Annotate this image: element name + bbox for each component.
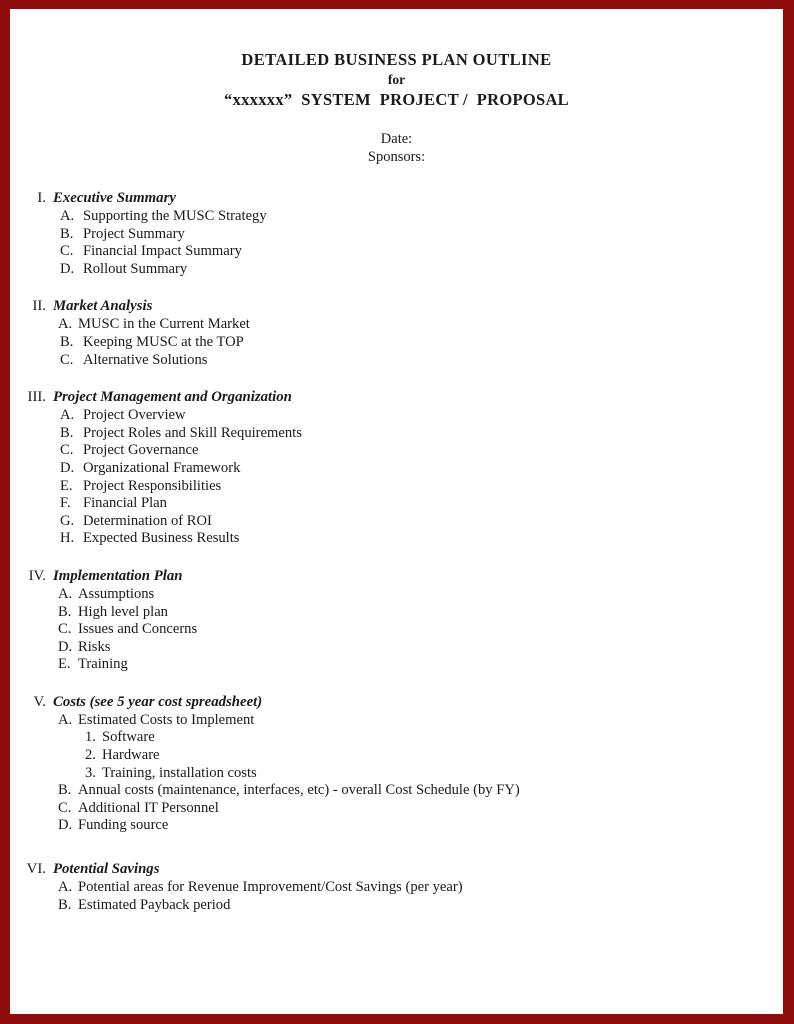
page-subtitle: “xxxxxx” SYSTEM PROJECT / PROPOSAL (224, 90, 569, 109)
outline-section (12, 188, 781, 278)
outline-sub-subitem (12, 729, 781, 747)
section-spacer (12, 835, 781, 841)
subitem-letter: D. (60, 260, 75, 277)
outline-subitem (12, 478, 781, 496)
subitem-letter: C. (60, 243, 74, 260)
subitem-letter: C. (58, 799, 72, 816)
section-heading (12, 387, 781, 407)
subitem-letter: D. (58, 638, 73, 655)
subitem-letter: A. (58, 585, 73, 602)
outline-subitem (12, 639, 781, 657)
subitem-text: Annual costs (maintenance, interfaces, etc) - overall Cost Schedule (by FY) (78, 782, 520, 799)
subitem-text: Project Summary (83, 225, 185, 242)
section-title: Executive Summary (53, 190, 176, 206)
sub-subitem-text: Hardware (102, 747, 160, 764)
subitem-text: Rollout Summary (83, 260, 188, 277)
section-numeral: V. (33, 693, 46, 710)
outline-list (12, 188, 781, 914)
subitem-letter: D. (60, 459, 75, 476)
outline-subitem (12, 604, 781, 622)
subitem-text: Expected Business Results (83, 530, 240, 547)
sub-subitem-text: Training, installation costs (102, 764, 257, 781)
sponsors-label: Sponsors: (367, 149, 426, 165)
subitem-letter: E. (60, 477, 73, 494)
outline-sub-subitem (12, 747, 781, 765)
outline-subitem (12, 226, 781, 244)
subitem-letter: G. (60, 512, 75, 529)
date-label: Date: (380, 131, 413, 147)
outline-subitem (12, 460, 781, 478)
subitem-text: Financial Impact Summary (83, 243, 242, 260)
document-header (12, 11, 781, 166)
subitem-text: Organizational Framework (83, 459, 241, 476)
subitem-letter: D. (58, 817, 73, 834)
outline-subitem (12, 334, 781, 352)
subitem-letter: B. (58, 603, 72, 620)
subitem-letter: B. (60, 225, 74, 242)
outline-section (12, 859, 781, 914)
section-numeral: VI. (26, 861, 46, 878)
subitem-text: Project Governance (83, 442, 199, 459)
outline-section (12, 387, 781, 548)
outline-subitem (12, 407, 781, 425)
subitem-text: Determination of ROI (83, 512, 212, 529)
subitem-text: Additional IT Personnel (78, 799, 219, 816)
subitem-letter: F. (60, 495, 71, 512)
outline-subitem (12, 621, 781, 639)
section-subitem-list (12, 208, 781, 278)
outline-subitem (12, 495, 781, 513)
section-subitem-list (12, 316, 781, 369)
section-heading (12, 859, 781, 879)
section-heading (12, 692, 781, 712)
section-title: Market Analysis (53, 298, 153, 315)
sub-subitem-number: 1. (85, 729, 96, 746)
outline-subitem (12, 442, 781, 460)
subitem-text: Supporting the MUSC Strategy (83, 208, 267, 224)
subitem-letter: C. (60, 351, 74, 368)
outline-section (12, 566, 781, 674)
subitem-text: Financial Plan (83, 495, 167, 512)
subitem-letter: A. (58, 879, 73, 896)
sub-subitem-text: Software (102, 729, 155, 746)
document-meta (12, 130, 781, 166)
subitem-letter: E. (58, 656, 71, 673)
outline-sub-subitem (12, 765, 781, 783)
subitem-text: Risks (78, 638, 111, 655)
outline-subitem (12, 352, 781, 370)
section-heading (12, 296, 781, 316)
outline-subitem (12, 530, 781, 548)
section-numeral: IV. (28, 567, 46, 584)
outline-subitem (12, 712, 781, 730)
subitem-text: Funding source (78, 817, 169, 834)
subitem-text: Estimated Payback period (78, 896, 231, 913)
outline-subitem (12, 425, 781, 443)
section-numeral: III. (27, 389, 46, 406)
section-subitem-list (12, 879, 781, 914)
sub-subitem-number: 2. (85, 747, 96, 764)
section-title: Costs (see 5 year cost spreadsheet) (53, 693, 263, 710)
subitem-letter: B. (60, 424, 74, 441)
subitem-text: Potential areas for Revenue Improvement/Cost Savings (per year) (78, 879, 463, 896)
section-subitem-list (12, 712, 781, 835)
subitem-letter: A. (58, 316, 73, 333)
outline-subitem (12, 656, 781, 674)
subitem-letter: A. (58, 711, 73, 728)
subitem-letter: B. (60, 333, 74, 350)
subitem-letter: B. (58, 896, 72, 913)
outline-subitem (12, 513, 781, 531)
subitem-letter: B. (58, 782, 72, 799)
section-heading (12, 566, 781, 586)
subitem-letter: C. (58, 621, 72, 638)
subitem-text: Keeping MUSC at the TOP (83, 333, 244, 350)
outline-subitem (12, 243, 781, 261)
subitem-text: MUSC in the Current Market (78, 316, 250, 333)
outline-subitem (12, 817, 781, 835)
outline-subitem (12, 782, 781, 800)
outline-subitem (12, 261, 781, 279)
outline-subitem (12, 208, 781, 226)
document-page (12, 11, 781, 1012)
section-title: Potential Savings (53, 861, 160, 878)
section-subitem-list (12, 407, 781, 548)
section-subitem-list (12, 586, 781, 674)
subitem-text: Project Overview (83, 407, 186, 424)
subitem-letter: C. (60, 442, 74, 459)
outline-section (12, 692, 781, 841)
subitem-text: Project Roles and Skill Requirements (83, 424, 302, 441)
outline-section (12, 296, 781, 369)
section-numeral: II. (32, 298, 46, 315)
subitem-text: Assumptions (78, 585, 155, 602)
section-title: Project Management and Organization (53, 389, 292, 406)
section-heading (12, 188, 781, 208)
subitem-letter: A. (60, 208, 75, 224)
subitem-letter: H. (60, 530, 75, 547)
page-title: DETAILED BUSINESS PLAN OUTLINE (241, 50, 552, 69)
subitem-text: Project Responsibilities (83, 477, 222, 494)
subitem-text: Training (78, 656, 128, 673)
title-connector-for: for (387, 72, 406, 87)
subitem-text: High level plan (78, 603, 168, 620)
subitem-letter: A. (60, 407, 75, 424)
section-title: Implementation Plan (53, 567, 183, 584)
outline-subitem (12, 897, 781, 915)
sub-subitem-number: 3. (85, 764, 96, 781)
subitem-text: Issues and Concerns (78, 621, 198, 638)
outline-subitem (12, 586, 781, 604)
subitem-text: Alternative Solutions (83, 351, 208, 368)
page-frame-inner-edge (10, 9, 783, 1014)
outline-subitem (12, 879, 781, 897)
subitem-text: Estimated Costs to Implement (78, 711, 255, 728)
outline-subitem (12, 316, 781, 334)
section-numeral: I. (37, 190, 46, 206)
outline-subitem (12, 800, 781, 818)
